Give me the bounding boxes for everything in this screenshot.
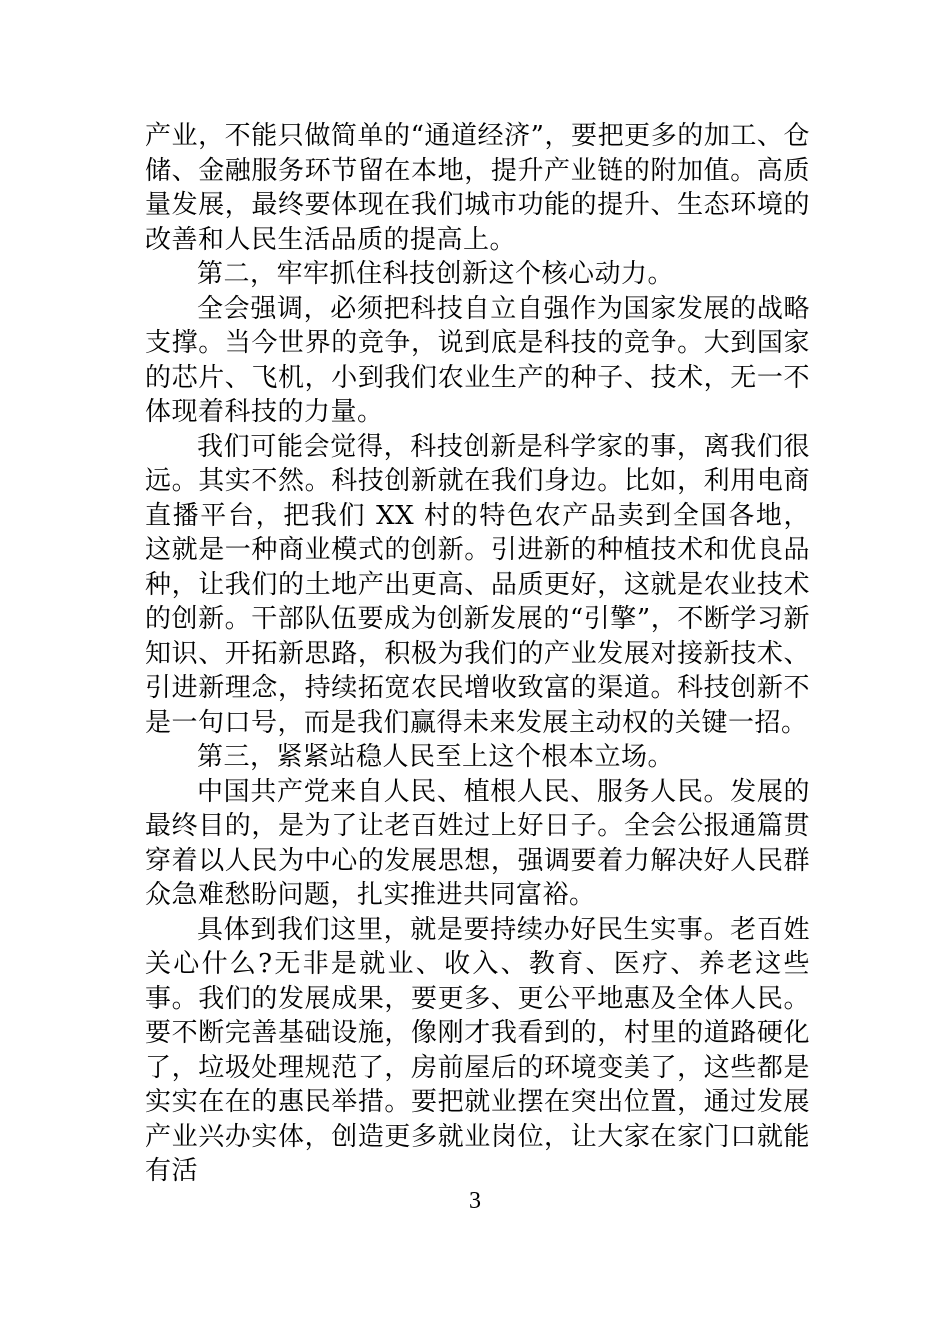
paragraph-7: 具体到我们这里，就是要持续办好民生实事。老百姓关心什么?无非是就业、收入、教育、医疗、养老这些事。我们的发展成果，要更多、更公平地惠及全体人民。要不断完善基础设施，像刚才我看到的，村里的道路硬化了，垃圾处理规范了，房前屋后的环境变美了，这些都是实实在在的惠民举措。要把就业摆在突出位置，通过发展产业兴办实体，创造更多就业岗位，让大家在家门口就能有活 (145, 914, 810, 1186)
paragraph-4: 我们可能会觉得，科技创新是科学家的事，离我们很远。其实不然。科技创新就在我们身边。比如，利用电商直播平台，把我们 XX 村的特色农产品卖到全国各地，这就是一种商业模式的创新。引进新的种植技术和优良品种，让我们的土地产出更高、品质更好，这就是农业技术的创新。干部队伍要成为创新发展的“引擎”，不断学习新知识、开拓新思路，积极为我们的产业发展对接新技术、引进新理念，持续拓宽农民增收致富的渠道。科技创新不是一句口号，而是我们赢得未来发展主动权的关键一招。 (145, 431, 810, 738)
page-body (145, 119, 810, 1189)
section-heading-2: 第二，牢牢抓住科技创新这个核心动力。 (197, 259, 675, 289)
paragraph-6: 中国共产党来自人民、植根人民、服务人民。发展的最终目的，是为了让老百姓过上好日子。全会公报通篇贯穿着以人民为中心的发展思想，强调要着力解决好人民群众急难愁盼问题，扎实推进共同富裕。 (145, 776, 810, 910)
page-number: 3 (469, 1188, 481, 1214)
section-heading-5: 第三，紧紧站稳人民至上这个根本立场。 (197, 742, 675, 772)
paragraph-1: 产业，不能只做简单的“通道经济”，要把更多的加工、仓储、金融服务环节留在本地，提升产业链的附加值。高质量发展，最终要体现在我们城市功能的提升、生态环境的改善和人民生活品质的提高上。 (145, 121, 810, 255)
paragraph-3: 全会强调，必须把科技自立自强作为国家发展的战略支撑。当今世界的竞争，说到底是科技的竞争。大到国家的芯片、飞机，小到我们农业生产的种子、技术，无一不体现着科技的力量。 (145, 293, 810, 427)
